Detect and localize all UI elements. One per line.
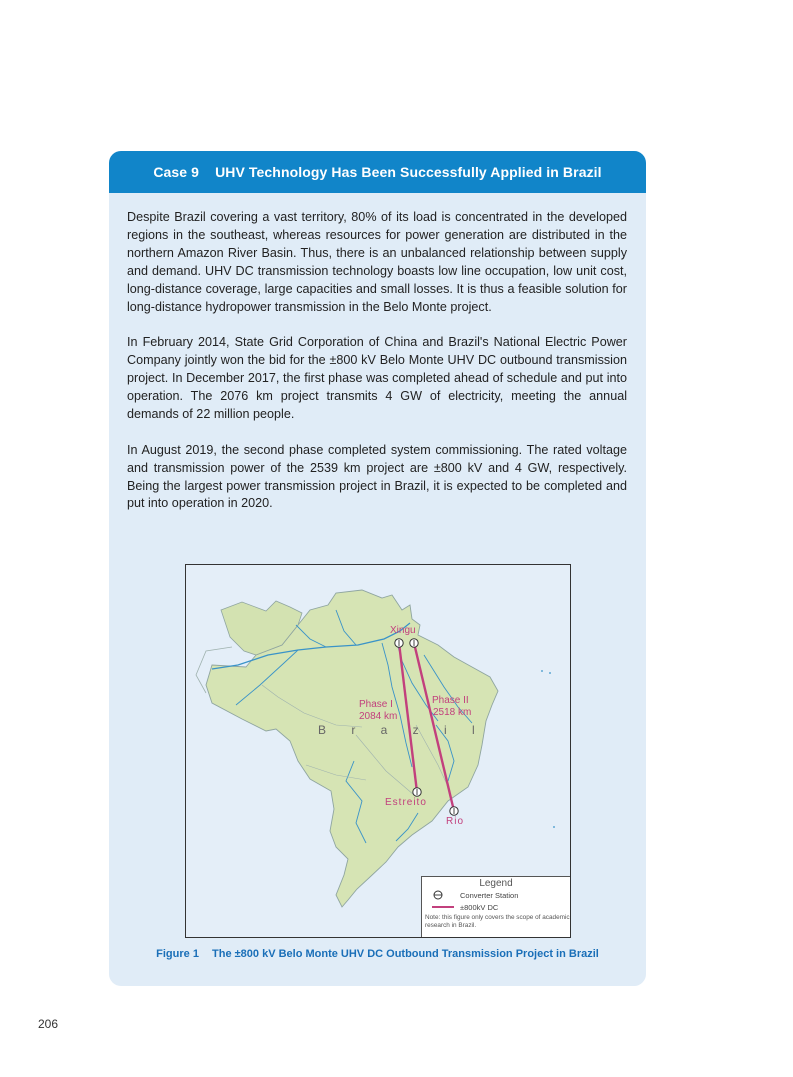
label-country: B r a z i l: [318, 723, 486, 737]
legend-line-label: ±800kV DC: [460, 902, 499, 912]
station-rio: [450, 807, 458, 815]
station-estreito: [413, 788, 421, 796]
figure-caption: [109, 948, 646, 960]
converter-station-icon: [432, 889, 460, 901]
paragraph: In August 2019, the second phase completed system commissioning. The rated voltage and transmission power of the 2539 km project are ±800 kV and 4 GW, respectively. Being the largest power transmission project in Brazil, it is expected to be completed and put into operation in 2020.: [127, 442, 627, 511]
label-phase-1-length: 2084 km: [359, 711, 398, 722]
legend-row-station: [422, 889, 570, 901]
case-box: [109, 151, 646, 986]
station-xingu-2: [410, 639, 418, 647]
island-dot: [553, 826, 555, 828]
dc-line-icon: [432, 904, 460, 910]
label-rio: Rio: [446, 816, 465, 827]
legend-row-line: [422, 901, 570, 913]
label-phase-2-name: Phase II: [432, 695, 469, 706]
map-legend: [421, 876, 570, 937]
label-phase-2-length: 2518 km: [433, 707, 472, 718]
case-title: UHV Technology Has Been Successfully Applied in Brazil: [215, 164, 602, 180]
paragraph: Despite Brazil covering a vast territory, 80% of its load is concentrated in the developed regions in the southeast, whereas resources for power generation are distributed in the northern Amazon River Basin. Thus, there is an unbalanced relationship between supply and demand. UHV DC transmission technology boasts low line occupation, low unit cost, long-distance coverage, large capacities and small losses. It is thus a feasible solution for long-distance hydropower transmission in the Belo Monte project.: [127, 210, 627, 314]
legend-note: Note: this figure only covers the scope of academic research in Brazil.: [425, 914, 570, 929]
case-number: Case 9: [153, 164, 200, 180]
case-body: [127, 209, 627, 531]
label-xingu: Xingu: [390, 625, 416, 636]
label-estreito: Estreito: [385, 797, 427, 808]
island-dot: [541, 670, 543, 672]
brazil-map: [185, 564, 571, 938]
figure-number: Figure 1: [156, 948, 199, 960]
page-number: 206: [38, 1017, 59, 1031]
station-xingu-1: [395, 639, 403, 647]
island-dot: [549, 672, 551, 674]
legend-station-label: Converter Station: [460, 890, 519, 900]
figure-caption-text: The ±800 kV Belo Monte UHV DC Outbound Transmission Project in Brazil: [212, 948, 599, 960]
case-header: [109, 151, 646, 193]
label-phase-1-name: Phase I: [359, 699, 393, 710]
paragraph: In February 2014, State Grid Corporation of China and Brazil's National Electric Power Company jointly won the bid for the ±800 kV Belo Monte UHV DC outbound transmission project. In December 2017, the first phase was completed ahead of schedule and put into operation. The 2076 km project transmits 4 GW of electricity, meeting the annual demands of 22 million people.: [127, 335, 627, 421]
legend-title: Legend: [479, 878, 513, 889]
